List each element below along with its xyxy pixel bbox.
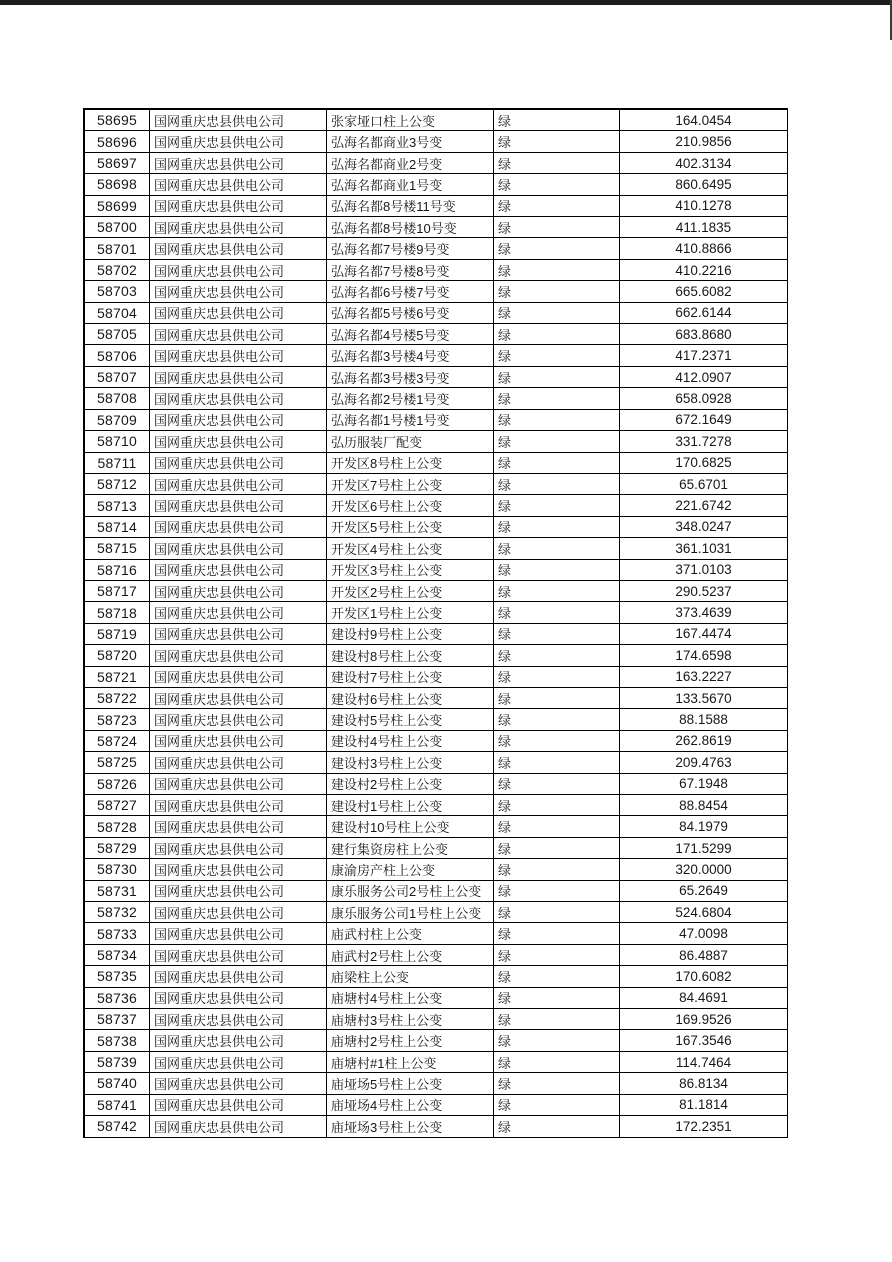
- company-cell: 国网重庆忠县供电公司: [150, 431, 327, 452]
- value-cell: 170.6825: [620, 453, 788, 474]
- row-id-cell: 58697: [85, 153, 150, 174]
- row-id-cell: 58704: [85, 303, 150, 324]
- row-id-cell: 58725: [85, 752, 150, 773]
- status-cell: 绿: [494, 881, 620, 902]
- transformer-name-cell: 弘海名都5号楼6号变: [327, 303, 494, 324]
- company-cell: 国网重庆忠县供电公司: [150, 1116, 327, 1137]
- window-top-edge: [0, 0, 892, 5]
- transformer-name-cell: 建设村10号柱上公变: [327, 816, 494, 837]
- transformer-name-cell: 弘海名都1号楼1号变: [327, 410, 494, 431]
- transformer-name-cell: 庙塘村2号柱上公变: [327, 1030, 494, 1051]
- company-cell: 国网重庆忠县供电公司: [150, 324, 327, 345]
- company-cell: 国网重庆忠县供电公司: [150, 410, 327, 431]
- row-id-cell: 58739: [85, 1052, 150, 1073]
- transformer-name-cell: 弘海名都6号楼7号变: [327, 281, 494, 302]
- company-cell: 国网重庆忠县供电公司: [150, 560, 327, 581]
- value-cell: 860.6495: [620, 174, 788, 195]
- transformer-name-cell: 建行集资房柱上公变: [327, 838, 494, 859]
- transformer-name-cell: 建设村2号柱上公变: [327, 774, 494, 795]
- value-cell: 164.0454: [620, 110, 788, 131]
- company-cell: 国网重庆忠县供电公司: [150, 624, 327, 645]
- company-cell: 国网重庆忠县供电公司: [150, 688, 327, 709]
- transformer-name-cell: 建设村1号柱上公变: [327, 795, 494, 816]
- transformer-name-cell: 开发区6号柱上公变: [327, 495, 494, 516]
- transformer-name-cell: 开发区7号柱上公变: [327, 474, 494, 495]
- company-cell: 国网重庆忠县供电公司: [150, 174, 327, 195]
- company-cell: 国网重庆忠县供电公司: [150, 881, 327, 902]
- status-cell: 绿: [494, 1052, 620, 1073]
- transformer-name-cell: 庙梁柱上公变: [327, 966, 494, 987]
- value-cell: 320.0000: [620, 859, 788, 880]
- row-id-cell: 58700: [85, 217, 150, 238]
- company-cell: 国网重庆忠县供电公司: [150, 902, 327, 923]
- row-id-cell: 58707: [85, 367, 150, 388]
- transformer-name-cell: 庙垭场3号柱上公变: [327, 1116, 494, 1137]
- value-cell: 361.1031: [620, 538, 788, 559]
- status-cell: 绿: [494, 859, 620, 880]
- status-cell: 绿: [494, 345, 620, 366]
- value-cell: 171.5299: [620, 838, 788, 859]
- value-cell: 84.4691: [620, 988, 788, 1009]
- value-cell: 174.6598: [620, 645, 788, 666]
- row-id-cell: 58737: [85, 1009, 150, 1030]
- company-cell: 国网重庆忠县供电公司: [150, 581, 327, 602]
- row-id-cell: 58741: [85, 1095, 150, 1116]
- value-cell: 371.0103: [620, 560, 788, 581]
- status-cell: 绿: [494, 538, 620, 559]
- row-id-cell: 58720: [85, 645, 150, 666]
- transformer-name-cell: 建设村3号柱上公变: [327, 752, 494, 773]
- status-cell: 绿: [494, 324, 620, 345]
- status-cell: 绿: [494, 923, 620, 944]
- transformer-name-cell: 建设村4号柱上公变: [327, 731, 494, 752]
- value-cell: 221.6742: [620, 495, 788, 516]
- company-cell: 国网重庆忠县供电公司: [150, 1052, 327, 1073]
- status-cell: 绿: [494, 667, 620, 688]
- company-cell: 国网重庆忠县供电公司: [150, 966, 327, 987]
- company-cell: 国网重庆忠县供电公司: [150, 1095, 327, 1116]
- company-cell: 国网重庆忠县供电公司: [150, 260, 327, 281]
- transformer-name-cell: 庙武村柱上公变: [327, 923, 494, 944]
- row-id-cell: 58698: [85, 174, 150, 195]
- status-cell: 绿: [494, 988, 620, 1009]
- value-cell: 411.1835: [620, 217, 788, 238]
- value-cell: 67.1948: [620, 774, 788, 795]
- value-cell: 412.0907: [620, 367, 788, 388]
- transformer-name-cell: 弘历服装厂配变: [327, 431, 494, 452]
- row-id-cell: 58709: [85, 410, 150, 431]
- value-cell: 209.4763: [620, 752, 788, 773]
- row-id-cell: 58729: [85, 838, 150, 859]
- company-cell: 国网重庆忠县供电公司: [150, 453, 327, 474]
- row-id-cell: 58696: [85, 131, 150, 152]
- row-id-cell: 58736: [85, 988, 150, 1009]
- row-id-cell: 58728: [85, 816, 150, 837]
- transformer-name-cell: 弘海名都商业1号变: [327, 174, 494, 195]
- status-cell: 绿: [494, 709, 620, 730]
- company-cell: 国网重庆忠县供电公司: [150, 474, 327, 495]
- status-cell: 绿: [494, 196, 620, 217]
- row-id-cell: 58715: [85, 538, 150, 559]
- status-cell: 绿: [494, 966, 620, 987]
- company-cell: 国网重庆忠县供电公司: [150, 281, 327, 302]
- company-cell: 国网重庆忠县供电公司: [150, 859, 327, 880]
- company-cell: 国网重庆忠县供电公司: [150, 752, 327, 773]
- value-cell: 290.5237: [620, 581, 788, 602]
- value-cell: 84.1979: [620, 816, 788, 837]
- company-cell: 国网重庆忠县供电公司: [150, 345, 327, 366]
- value-cell: 88.8454: [620, 795, 788, 816]
- transformer-name-cell: 开发区3号柱上公变: [327, 560, 494, 581]
- status-cell: 绿: [494, 1095, 620, 1116]
- company-cell: 国网重庆忠县供电公司: [150, 217, 327, 238]
- value-cell: 662.6144: [620, 303, 788, 324]
- row-id-cell: 58730: [85, 859, 150, 880]
- status-cell: 绿: [494, 303, 620, 324]
- value-cell: 86.4887: [620, 945, 788, 966]
- row-id-cell: 58724: [85, 731, 150, 752]
- company-cell: 国网重庆忠县供电公司: [150, 517, 327, 538]
- value-cell: 402.3134: [620, 153, 788, 174]
- company-cell: 国网重庆忠县供电公司: [150, 731, 327, 752]
- row-id-cell: 58706: [85, 345, 150, 366]
- status-cell: 绿: [494, 1073, 620, 1094]
- status-cell: 绿: [494, 1009, 620, 1030]
- transformer-name-cell: 庙塘村#1柱上公变: [327, 1052, 494, 1073]
- transformer-name-cell: 弘海名都3号楼3号变: [327, 367, 494, 388]
- row-id-cell: 58723: [85, 709, 150, 730]
- status-cell: 绿: [494, 238, 620, 259]
- status-cell: 绿: [494, 795, 620, 816]
- status-cell: 绿: [494, 752, 620, 773]
- company-cell: 国网重庆忠县供电公司: [150, 131, 327, 152]
- row-id-cell: 58705: [85, 324, 150, 345]
- row-id-cell: 58701: [85, 238, 150, 259]
- status-cell: 绿: [494, 474, 620, 495]
- row-id-cell: 58699: [85, 196, 150, 217]
- row-id-cell: 58721: [85, 667, 150, 688]
- value-cell: 417.2371: [620, 345, 788, 366]
- transformer-name-cell: 康乐服务公司2号柱上公变: [327, 881, 494, 902]
- value-cell: 665.6082: [620, 281, 788, 302]
- status-cell: 绿: [494, 1116, 620, 1137]
- status-cell: 绿: [494, 560, 620, 581]
- row-id-cell: 58695: [85, 110, 150, 131]
- transformer-name-cell: 弘海名都3号楼4号变: [327, 345, 494, 366]
- company-cell: 国网重庆忠县供电公司: [150, 495, 327, 516]
- value-cell: 672.1649: [620, 410, 788, 431]
- transformer-name-cell: 弘海名都2号楼1号变: [327, 388, 494, 409]
- value-cell: 410.1278: [620, 196, 788, 217]
- row-id-cell: 58727: [85, 795, 150, 816]
- company-cell: 国网重庆忠县供电公司: [150, 367, 327, 388]
- status-cell: 绿: [494, 281, 620, 302]
- value-cell: 169.9526: [620, 1009, 788, 1030]
- value-cell: 683.8680: [620, 324, 788, 345]
- row-id-cell: 58708: [85, 388, 150, 409]
- transformer-name-cell: 建设村8号柱上公变: [327, 645, 494, 666]
- value-cell: 114.7464: [620, 1052, 788, 1073]
- status-cell: 绿: [494, 174, 620, 195]
- status-cell: 绿: [494, 624, 620, 645]
- row-id-cell: 58714: [85, 517, 150, 538]
- transformer-name-cell: 开发区4号柱上公变: [327, 538, 494, 559]
- company-cell: 国网重庆忠县供电公司: [150, 538, 327, 559]
- data-table: [83, 108, 788, 1138]
- transformer-name-cell: 弘海名都8号楼10号变: [327, 217, 494, 238]
- company-cell: 国网重庆忠县供电公司: [150, 196, 327, 217]
- row-id-cell: 58719: [85, 624, 150, 645]
- status-cell: 绿: [494, 431, 620, 452]
- row-id-cell: 58713: [85, 495, 150, 516]
- transformer-name-cell: 建设村9号柱上公变: [327, 624, 494, 645]
- row-id-cell: 58703: [85, 281, 150, 302]
- company-cell: 国网重庆忠县供电公司: [150, 303, 327, 324]
- value-cell: 410.8866: [620, 238, 788, 259]
- company-cell: 国网重庆忠县供电公司: [150, 709, 327, 730]
- transformer-name-cell: 庙垭场4号柱上公变: [327, 1095, 494, 1116]
- company-cell: 国网重庆忠县供电公司: [150, 110, 327, 131]
- status-cell: 绿: [494, 838, 620, 859]
- company-cell: 国网重庆忠县供电公司: [150, 795, 327, 816]
- company-cell: 国网重庆忠县供电公司: [150, 1009, 327, 1030]
- company-cell: 国网重庆忠县供电公司: [150, 945, 327, 966]
- status-cell: 绿: [494, 260, 620, 281]
- transformer-name-cell: 开发区5号柱上公变: [327, 517, 494, 538]
- value-cell: 170.6082: [620, 966, 788, 987]
- status-cell: 绿: [494, 453, 620, 474]
- transformer-name-cell: 康乐服务公司1号柱上公变: [327, 902, 494, 923]
- transformer-name-cell: 开发区1号柱上公变: [327, 602, 494, 623]
- transformer-name-cell: 庙塘村4号柱上公变: [327, 988, 494, 1009]
- company-cell: 国网重庆忠县供电公司: [150, 838, 327, 859]
- status-cell: 绿: [494, 645, 620, 666]
- status-cell: 绿: [494, 110, 620, 131]
- transformer-name-cell: 弘海名都8号楼11号变: [327, 196, 494, 217]
- row-id-cell: 58718: [85, 602, 150, 623]
- row-id-cell: 58740: [85, 1073, 150, 1094]
- value-cell: 86.8134: [620, 1073, 788, 1094]
- value-cell: 524.6804: [620, 902, 788, 923]
- transformer-name-cell: 庙塘村3号柱上公变: [327, 1009, 494, 1030]
- status-cell: 绿: [494, 217, 620, 238]
- row-id-cell: 58716: [85, 560, 150, 581]
- status-cell: 绿: [494, 367, 620, 388]
- company-cell: 国网重庆忠县供电公司: [150, 988, 327, 1009]
- transformer-name-cell: 弘海名都商业3号变: [327, 131, 494, 152]
- row-id-cell: 58702: [85, 260, 150, 281]
- value-cell: 81.1814: [620, 1095, 788, 1116]
- company-cell: 国网重庆忠县供电公司: [150, 816, 327, 837]
- value-cell: 47.0098: [620, 923, 788, 944]
- row-id-cell: 58735: [85, 966, 150, 987]
- status-cell: 绿: [494, 388, 620, 409]
- value-cell: 331.7278: [620, 431, 788, 452]
- status-cell: 绿: [494, 945, 620, 966]
- status-cell: 绿: [494, 153, 620, 174]
- transformer-name-cell: 弘海名都商业2号变: [327, 153, 494, 174]
- transformer-name-cell: 建设村5号柱上公变: [327, 709, 494, 730]
- company-cell: 国网重庆忠县供电公司: [150, 1030, 327, 1051]
- status-cell: 绿: [494, 602, 620, 623]
- value-cell: 210.9856: [620, 131, 788, 152]
- status-cell: 绿: [494, 816, 620, 837]
- row-id-cell: 58733: [85, 923, 150, 944]
- company-cell: 国网重庆忠县供电公司: [150, 774, 327, 795]
- transformer-name-cell: 弘海名都4号楼5号变: [327, 324, 494, 345]
- status-cell: 绿: [494, 902, 620, 923]
- transformer-name-cell: 建设村6号柱上公变: [327, 688, 494, 709]
- value-cell: 65.2649: [620, 881, 788, 902]
- company-cell: 国网重庆忠县供电公司: [150, 238, 327, 259]
- row-id-cell: 58717: [85, 581, 150, 602]
- company-cell: 国网重庆忠县供电公司: [150, 645, 327, 666]
- value-cell: 167.3546: [620, 1030, 788, 1051]
- status-cell: 绿: [494, 774, 620, 795]
- status-cell: 绿: [494, 131, 620, 152]
- transformer-name-cell: 弘海名都7号楼8号变: [327, 260, 494, 281]
- status-cell: 绿: [494, 495, 620, 516]
- value-cell: 348.0247: [620, 517, 788, 538]
- transformer-name-cell: 开发区8号柱上公变: [327, 453, 494, 474]
- transformer-name-cell: 张家垭口柱上公变: [327, 110, 494, 131]
- transformer-name-cell: 庙武村2号柱上公变: [327, 945, 494, 966]
- row-id-cell: 58731: [85, 881, 150, 902]
- value-cell: 167.4474: [620, 624, 788, 645]
- company-cell: 国网重庆忠县供电公司: [150, 923, 327, 944]
- row-id-cell: 58710: [85, 431, 150, 452]
- transformer-name-cell: 开发区2号柱上公变: [327, 581, 494, 602]
- transformer-name-cell: 建设村7号柱上公变: [327, 667, 494, 688]
- status-cell: 绿: [494, 581, 620, 602]
- status-cell: 绿: [494, 410, 620, 431]
- value-cell: 410.2216: [620, 260, 788, 281]
- row-id-cell: 58732: [85, 902, 150, 923]
- company-cell: 国网重庆忠县供电公司: [150, 1073, 327, 1094]
- status-cell: 绿: [494, 731, 620, 752]
- row-id-cell: 58712: [85, 474, 150, 495]
- transformer-name-cell: 康渝房产柱上公变: [327, 859, 494, 880]
- value-cell: 163.2227: [620, 667, 788, 688]
- value-cell: 658.0928: [620, 388, 788, 409]
- row-id-cell: 58738: [85, 1030, 150, 1051]
- status-cell: 绿: [494, 688, 620, 709]
- transformer-name-cell: 弘海名都7号楼9号变: [327, 238, 494, 259]
- value-cell: 88.1588: [620, 709, 788, 730]
- value-cell: 172.2351: [620, 1116, 788, 1137]
- status-cell: 绿: [494, 1030, 620, 1051]
- row-id-cell: 58734: [85, 945, 150, 966]
- value-cell: 373.4639: [620, 602, 788, 623]
- row-id-cell: 58711: [85, 453, 150, 474]
- company-cell: 国网重庆忠县供电公司: [150, 667, 327, 688]
- row-id-cell: 58722: [85, 688, 150, 709]
- row-id-cell: 58742: [85, 1116, 150, 1137]
- row-id-cell: 58726: [85, 774, 150, 795]
- company-cell: 国网重庆忠县供电公司: [150, 153, 327, 174]
- value-cell: 133.5670: [620, 688, 788, 709]
- value-cell: 262.8619: [620, 731, 788, 752]
- status-cell: 绿: [494, 517, 620, 538]
- transformer-name-cell: 庙垭场5号柱上公变: [327, 1073, 494, 1094]
- value-cell: 65.6701: [620, 474, 788, 495]
- company-cell: 国网重庆忠县供电公司: [150, 388, 327, 409]
- company-cell: 国网重庆忠县供电公司: [150, 602, 327, 623]
